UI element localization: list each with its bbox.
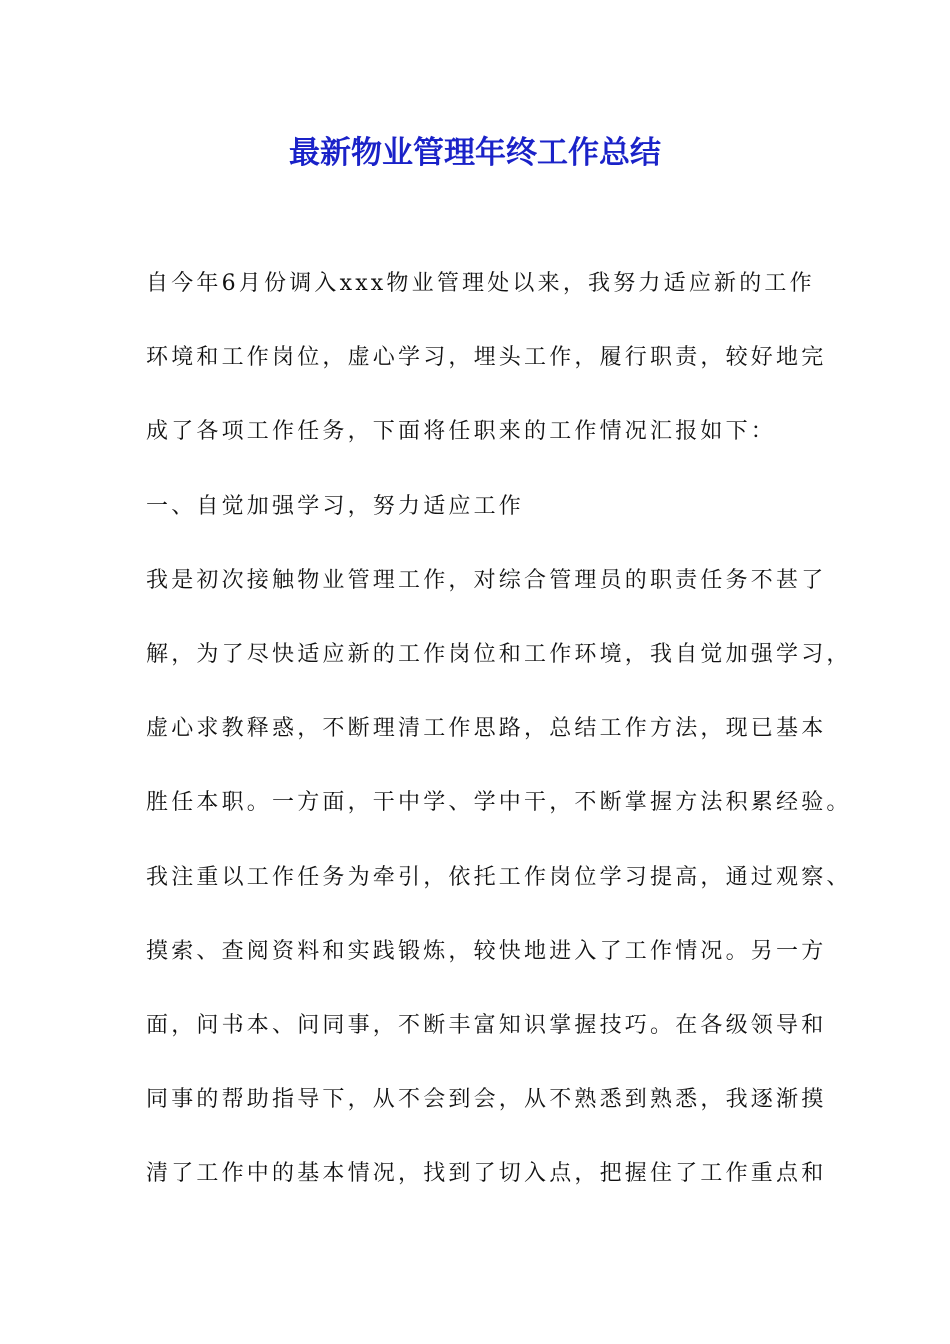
text-line: 同事的帮助指导下，从不会到会，从不熟悉到熟悉，我逐渐摸 [146,1087,827,1113]
text-line: 成了各项工作任务，下面将任职来的工作情况汇报如下： [146,419,777,445]
text-line: 环境和工作岗位，虚心学习，埋头工作，履行职责，较好地完 [146,345,827,371]
text-line: 清了工作中的基本情况，找到了切入点，把握住了工作重点和 [146,1161,827,1187]
text-line: 我注重以工作任务为牵引，依托工作岗位学习提高，通过观察、 [146,864,852,890]
text-line: 面，问书本、问同事，不断丰富知识掌握技巧。在各级领导和 [146,1012,827,1038]
text-line: 胜任本职。一方面，干中学、学中干，不断掌握方法积累经验。 [146,790,852,816]
text-line: 自今年6月份调入xxx物业管理处以来，我努力适应新的工作 [146,271,815,296]
document-body [146,259,852,1223]
text-line: 摸索、查阅资料和实践锻炼，较快地进入了工作情况。另一方 [146,938,827,964]
text-line: 我是初次接触物业管理工作，对综合管理员的职责任务不甚了 [146,567,827,593]
document-title: 最新物业管理年终工作总结 [289,135,661,171]
text-line: 解，为了尽快适应新的工作岗位和工作环境，我自觉加强学习， [146,641,852,667]
section-heading: 一、自觉加强学习，努力适应工作 [146,493,525,519]
text-line: 虚心求教释惑，不断理清工作思路，总结工作方法，现已基本 [146,716,827,742]
